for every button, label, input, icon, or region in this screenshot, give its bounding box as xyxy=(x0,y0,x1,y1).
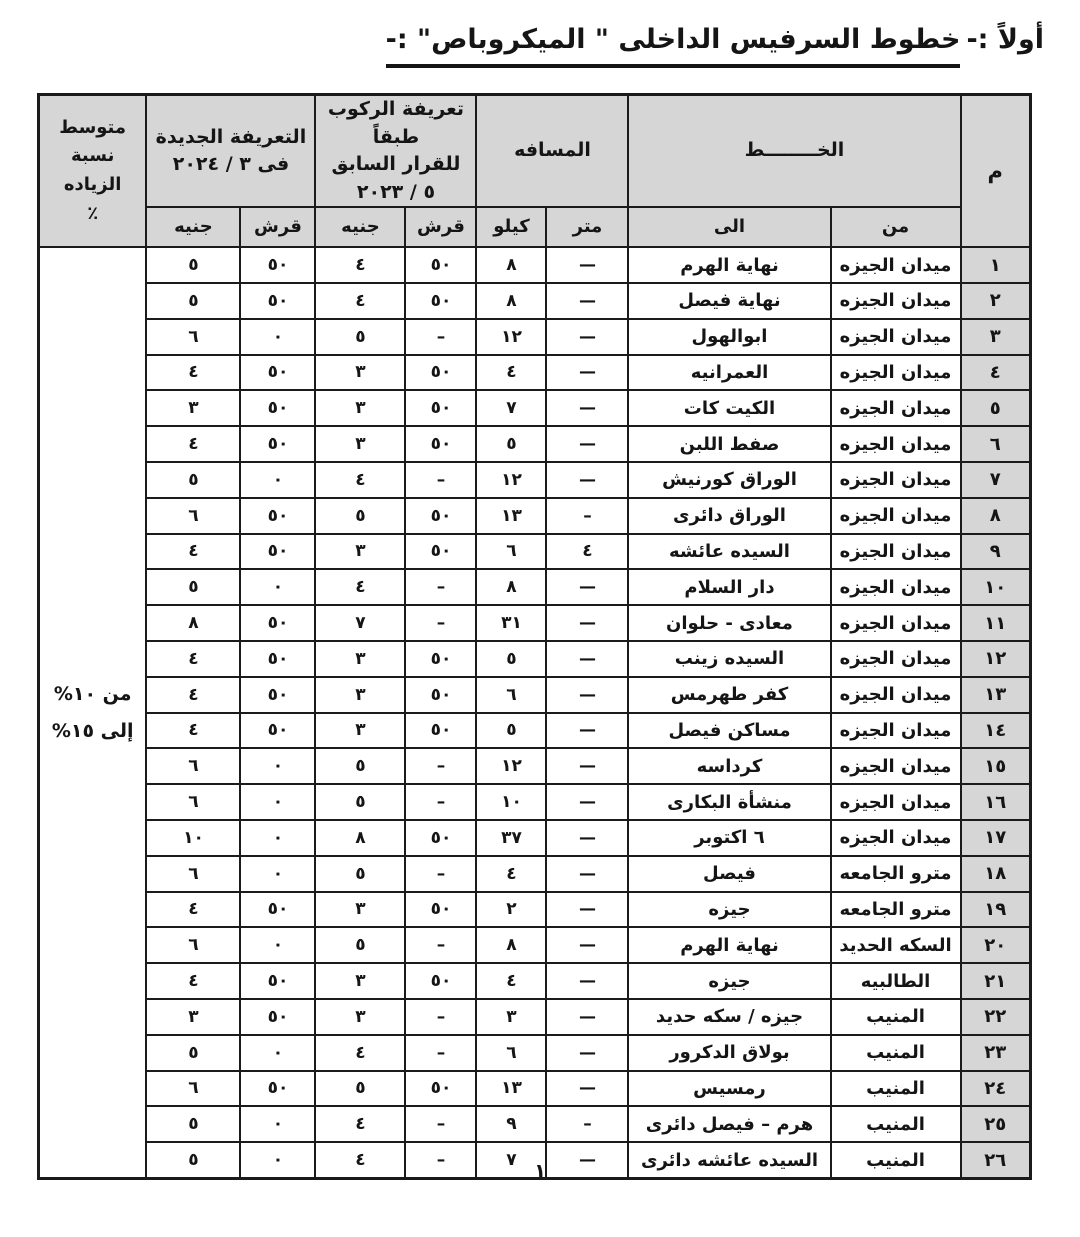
kilo-cell: ٨ xyxy=(476,283,546,319)
meter-cell: — xyxy=(546,999,628,1035)
kilo-cell: ٤ xyxy=(476,963,546,999)
old-fare-pound-cell: ٤ xyxy=(315,462,405,498)
increase-rate-line1: من ١٠% xyxy=(53,683,132,706)
kilo-cell: ٤ xyxy=(476,355,546,391)
table-header-row-2 xyxy=(38,207,1030,247)
new-fare-qirsh-cell: ٥٠ xyxy=(240,677,315,713)
new-fare-pound-cell: ٤ xyxy=(146,426,240,462)
old-fare-qirsh-cell: – xyxy=(405,999,476,1035)
table-row xyxy=(38,963,1030,999)
meter-cell: — xyxy=(546,677,628,713)
row-number-cell: ٩ xyxy=(961,534,1031,570)
table-row xyxy=(38,820,1030,856)
old-fare-pound-cell: ٣ xyxy=(315,534,405,570)
row-number-cell: ٢٢ xyxy=(961,999,1031,1035)
new-fare-qirsh-cell: ٠ xyxy=(240,319,315,355)
new-fare-pound-cell: ٥ xyxy=(146,462,240,498)
to-cell: مساكن فيصل xyxy=(628,713,830,749)
kilo-cell: ٨ xyxy=(476,247,546,283)
new-fare-qirsh-cell: ٠ xyxy=(240,856,315,892)
meter-cell: — xyxy=(546,713,628,749)
increase-header-line1: متوسط xyxy=(59,116,127,138)
table-row xyxy=(38,534,1030,570)
row-number-cell: ٢٣ xyxy=(961,1035,1031,1071)
new-fare-pound-cell: ٤ xyxy=(146,534,240,570)
table-row xyxy=(38,390,1030,426)
old-fare-pound-cell: ٥ xyxy=(315,748,405,784)
old-fare-qirsh-cell: – xyxy=(405,748,476,784)
meter-cell: — xyxy=(546,283,628,319)
old-fare-pound-cell: ٤ xyxy=(315,1035,405,1071)
kilo-cell: ١٠ xyxy=(476,784,546,820)
from-cell: ميدان الجيزه xyxy=(831,748,961,784)
to-cell: الكيت كات xyxy=(628,390,830,426)
row-number-cell: ١٦ xyxy=(961,784,1031,820)
col-header-to: الى xyxy=(628,207,830,247)
new-fare-pound-cell: ٤ xyxy=(146,677,240,713)
new-fare-pound-cell: ٦ xyxy=(146,1071,240,1107)
to-cell: جيزه xyxy=(628,892,830,928)
new-fare-qirsh-cell: ٥٠ xyxy=(240,247,315,283)
meter-cell: — xyxy=(546,1035,628,1071)
new-fare-qirsh-cell: ٥٠ xyxy=(240,534,315,570)
new-fare-qirsh-cell: ٥٠ xyxy=(240,713,315,749)
table-row xyxy=(38,641,1030,677)
row-number-cell: ١٥ xyxy=(961,748,1031,784)
to-cell: دار السلام xyxy=(628,569,830,605)
new-fare-qirsh-cell: ٥٠ xyxy=(240,283,315,319)
from-cell: ميدان الجيزه xyxy=(831,498,961,534)
table-row xyxy=(38,283,1030,319)
col-header-new-tariff xyxy=(146,95,315,208)
new-fare-qirsh-cell: ٥٠ xyxy=(240,892,315,928)
meter-cell: — xyxy=(546,355,628,391)
old-fare-qirsh-cell: – xyxy=(405,462,476,498)
new-tariff-line2: فى ٣ / ٢٠٢٤ xyxy=(172,153,290,176)
col-header-new-geneih: جنيه xyxy=(146,207,240,247)
kilo-cell: ٦ xyxy=(476,1035,546,1071)
old-fare-qirsh-cell: ٥٠ xyxy=(405,355,476,391)
new-fare-pound-cell: ١٠ xyxy=(146,820,240,856)
to-cell: السيده زينب xyxy=(628,641,830,677)
old-fare-pound-cell: ٤ xyxy=(315,1106,405,1142)
new-fare-qirsh-cell: ٥٠ xyxy=(240,355,315,391)
old-fare-pound-cell: ٥ xyxy=(315,927,405,963)
old-fare-pound-cell: ٤ xyxy=(315,283,405,319)
old-fare-qirsh-cell: – xyxy=(405,1035,476,1071)
old-fare-pound-cell: ٤ xyxy=(315,569,405,605)
from-cell: ميدان الجيزه xyxy=(831,677,961,713)
row-number-cell: ١١ xyxy=(961,605,1031,641)
old-fare-qirsh-cell: – xyxy=(405,605,476,641)
old-fare-pound-cell: ٥ xyxy=(315,498,405,534)
increase-header-line3: ٪ xyxy=(87,202,99,224)
table-row xyxy=(38,784,1030,820)
old-tariff-line1: تعريفة الركوب طبقاً xyxy=(327,98,465,148)
kilo-cell: ٣٧ xyxy=(476,820,546,856)
old-fare-qirsh-cell: ٥٠ xyxy=(405,892,476,928)
col-header-line: الخــــــــط xyxy=(628,95,960,208)
meter-cell: — xyxy=(546,605,628,641)
meter-cell: — xyxy=(546,856,628,892)
kilo-cell: ١٣ xyxy=(476,1071,546,1107)
to-cell: ابوالهول xyxy=(628,319,830,355)
kilo-cell: ٢ xyxy=(476,892,546,928)
new-fare-pound-cell: ٦ xyxy=(146,856,240,892)
meter-cell: — xyxy=(546,963,628,999)
from-cell: مترو الجامعه xyxy=(831,892,961,928)
old-fare-pound-cell: ٥ xyxy=(315,319,405,355)
old-fare-qirsh-cell: ٥٠ xyxy=(405,283,476,319)
col-header-from: من xyxy=(831,207,961,247)
new-fare-pound-cell: ٦ xyxy=(146,748,240,784)
from-cell: ميدان الجيزه xyxy=(831,641,961,677)
increase-rate-cell xyxy=(38,247,146,1178)
table-row xyxy=(38,892,1030,928)
row-number-cell: ١٣ xyxy=(961,677,1031,713)
new-fare-pound-cell: ٤ xyxy=(146,892,240,928)
to-cell: العمرانيه xyxy=(628,355,830,391)
old-fare-pound-cell: ٧ xyxy=(315,605,405,641)
to-cell: الوراق كورنيش xyxy=(628,462,830,498)
kilo-cell: ١٣ xyxy=(476,498,546,534)
row-number-cell: ٥ xyxy=(961,390,1031,426)
from-cell: ميدان الجيزه xyxy=(831,605,961,641)
col-header-increase-rate xyxy=(38,95,146,248)
new-fare-qirsh-cell: ٥٠ xyxy=(240,641,315,677)
from-cell: ميدان الجيزه xyxy=(831,462,961,498)
old-fare-pound-cell: ٣ xyxy=(315,999,405,1035)
from-cell: ميدان الجيزه xyxy=(831,355,961,391)
kilo-cell: ٩ xyxy=(476,1106,546,1142)
old-fare-qirsh-cell: ٥٠ xyxy=(405,1071,476,1107)
old-fare-pound-cell: ٥ xyxy=(315,784,405,820)
table-row xyxy=(38,748,1030,784)
col-header-old-qirsh: قرش xyxy=(405,207,476,247)
from-cell: ميدان الجيزه xyxy=(831,426,961,462)
kilo-cell: ١٢ xyxy=(476,462,546,498)
kilo-cell: ٧ xyxy=(476,1142,546,1178)
new-fare-pound-cell: ٥ xyxy=(146,1035,240,1071)
to-cell: نهاية الهرم xyxy=(628,247,830,283)
old-tariff-line2: للقرار السابق xyxy=(331,153,461,176)
new-fare-pound-cell: ٣ xyxy=(146,999,240,1035)
from-cell: الطالبيه xyxy=(831,963,961,999)
row-number-cell: ١٠ xyxy=(961,569,1031,605)
table-row xyxy=(38,462,1030,498)
new-fare-qirsh-cell: ٥٠ xyxy=(240,963,315,999)
old-fare-pound-cell: ٣ xyxy=(315,677,405,713)
kilo-cell: ٦ xyxy=(476,677,546,713)
to-cell: السيده عائشه دائرى xyxy=(628,1142,830,1178)
old-fare-qirsh-cell: – xyxy=(405,1106,476,1142)
to-cell: ٦ اكتوبر xyxy=(628,820,830,856)
from-cell: ميدان الجيزه xyxy=(831,534,961,570)
from-cell: مترو الجامعه xyxy=(831,856,961,892)
table-row xyxy=(38,319,1030,355)
to-cell: نهاية فيصل xyxy=(628,283,830,319)
old-fare-pound-cell: ٣ xyxy=(315,390,405,426)
new-fare-qirsh-cell: ٠ xyxy=(240,1035,315,1071)
col-header-old-geneih: جنيه xyxy=(315,207,405,247)
to-cell: فيصل xyxy=(628,856,830,892)
increase-header-line2: نسبة الزياده xyxy=(63,145,122,196)
new-fare-pound-cell: ٦ xyxy=(146,784,240,820)
from-cell: المنيب xyxy=(831,999,961,1035)
old-fare-qirsh-cell: – xyxy=(405,784,476,820)
new-fare-qirsh-cell: ٠ xyxy=(240,1142,315,1178)
table-row xyxy=(38,355,1030,391)
meter-cell: — xyxy=(546,1071,628,1107)
row-number-cell: ١٢ xyxy=(961,641,1031,677)
kilo-cell: ١٢ xyxy=(476,319,546,355)
table-row xyxy=(38,498,1030,534)
to-cell: جيزه / سكه حديد xyxy=(628,999,830,1035)
old-fare-qirsh-cell: ٥٠ xyxy=(405,713,476,749)
old-fare-pound-cell: ٥ xyxy=(315,856,405,892)
table-row xyxy=(38,426,1030,462)
title-main: خطوط السرفيس الداخلى " الميكروباص" :- xyxy=(386,24,961,68)
table-header-row-1 xyxy=(38,95,1030,208)
row-number-cell: ٢ xyxy=(961,283,1031,319)
new-fare-qirsh-cell: ٥٠ xyxy=(240,390,315,426)
new-fare-pound-cell: ٦ xyxy=(146,319,240,355)
title-prefix: أولاً :- xyxy=(966,24,1044,55)
new-tariff-line1: التعريفة الجديدة xyxy=(155,125,307,148)
table-row xyxy=(38,1106,1030,1142)
fare-table xyxy=(37,93,1032,1180)
to-cell: السيده عائشه xyxy=(628,534,830,570)
new-fare-qirsh-cell: ٠ xyxy=(240,569,315,605)
table-row xyxy=(38,999,1030,1035)
meter-cell: — xyxy=(546,892,628,928)
new-fare-qirsh-cell: ٠ xyxy=(240,1106,315,1142)
kilo-cell: ٣١ xyxy=(476,605,546,641)
row-number-cell: ٢١ xyxy=(961,963,1031,999)
meter-cell: — xyxy=(546,462,628,498)
col-header-old-tariff xyxy=(315,95,476,208)
table-row xyxy=(38,605,1030,641)
row-number-cell: ١٩ xyxy=(961,892,1031,928)
table-row xyxy=(38,1035,1030,1071)
row-number-cell: ٦ xyxy=(961,426,1031,462)
old-fare-pound-cell: ٣ xyxy=(315,963,405,999)
old-fare-qirsh-cell: – xyxy=(405,1142,476,1178)
from-cell: ميدان الجيزه xyxy=(831,569,961,605)
table-row xyxy=(38,856,1030,892)
row-number-cell: ٢٦ xyxy=(961,1142,1031,1178)
meter-cell: — xyxy=(546,390,628,426)
old-fare-qirsh-cell: ٥٠ xyxy=(405,641,476,677)
to-cell: الوراق دائرى xyxy=(628,498,830,534)
row-number-cell: ٢٠ xyxy=(961,927,1031,963)
from-cell: السكه الحديد xyxy=(831,927,961,963)
meter-cell: ٤ xyxy=(546,534,628,570)
meter-cell: — xyxy=(546,247,628,283)
meter-cell: — xyxy=(546,1142,628,1178)
to-cell: نهاية الهرم xyxy=(628,927,830,963)
kilo-cell: ٨ xyxy=(476,569,546,605)
row-number-cell: ١٨ xyxy=(961,856,1031,892)
page-title xyxy=(386,24,1044,55)
old-fare-pound-cell: ٣ xyxy=(315,713,405,749)
row-number-cell: ١ xyxy=(961,247,1031,283)
old-fare-pound-cell: ٣ xyxy=(315,355,405,391)
row-number-cell: ٢٤ xyxy=(961,1071,1031,1107)
new-fare-qirsh-cell: ٠ xyxy=(240,927,315,963)
to-cell: معادى - حلوان xyxy=(628,605,830,641)
new-fare-qirsh-cell: ٥٠ xyxy=(240,1071,315,1107)
kilo-cell: ٦ xyxy=(476,534,546,570)
new-fare-pound-cell: ٦ xyxy=(146,498,240,534)
table-row xyxy=(38,1071,1030,1107)
meter-cell: — xyxy=(546,820,628,856)
col-header-kilo: كيلو xyxy=(476,207,546,247)
kilo-cell: ٣ xyxy=(476,999,546,1035)
table-row xyxy=(38,569,1030,605)
col-header-meter: متر xyxy=(546,207,628,247)
col-header-row-number: م xyxy=(961,95,1031,248)
row-number-cell: ٨ xyxy=(961,498,1031,534)
from-cell: ميدان الجيزه xyxy=(831,713,961,749)
old-fare-qirsh-cell: – xyxy=(405,319,476,355)
old-fare-qirsh-cell: ٥٠ xyxy=(405,534,476,570)
old-fare-pound-cell: ٨ xyxy=(315,820,405,856)
from-cell: المنيب xyxy=(831,1071,961,1107)
col-header-new-qirsh: قرش xyxy=(240,207,315,247)
new-fare-pound-cell: ٣ xyxy=(146,390,240,426)
meter-cell: — xyxy=(546,641,628,677)
increase-rate-line2: إلى ١٥% xyxy=(51,719,134,742)
meter-cell: — xyxy=(546,569,628,605)
old-fare-qirsh-cell: ٥٠ xyxy=(405,426,476,462)
old-fare-qirsh-cell: – xyxy=(405,927,476,963)
new-fare-pound-cell: ٤ xyxy=(146,355,240,391)
to-cell: صفط اللبن xyxy=(628,426,830,462)
meter-cell: — xyxy=(546,784,628,820)
row-number-cell: ٣ xyxy=(961,319,1031,355)
new-fare-pound-cell: ٤ xyxy=(146,963,240,999)
old-fare-qirsh-cell: ٥٠ xyxy=(405,677,476,713)
to-cell: رمسيس xyxy=(628,1071,830,1107)
to-cell: بولاق الدكرور xyxy=(628,1035,830,1071)
to-cell: جيزه xyxy=(628,963,830,999)
old-fare-pound-cell: ٤ xyxy=(315,1142,405,1178)
meter-cell: – xyxy=(546,1106,628,1142)
row-number-cell: ٤ xyxy=(961,355,1031,391)
kilo-cell: ١٢ xyxy=(476,748,546,784)
kilo-cell: ٥ xyxy=(476,426,546,462)
meter-cell: – xyxy=(546,498,628,534)
new-fare-pound-cell: ٤ xyxy=(146,641,240,677)
kilo-cell: ٥ xyxy=(476,641,546,677)
old-fare-qirsh-cell: ٥٠ xyxy=(405,247,476,283)
row-number-cell: ٢٥ xyxy=(961,1106,1031,1142)
new-fare-qirsh-cell: ٠ xyxy=(240,784,315,820)
page-number: ١ xyxy=(534,1160,546,1182)
kilo-cell: ٨ xyxy=(476,927,546,963)
from-cell: ميدان الجيزه xyxy=(831,820,961,856)
old-tariff-line3: ٥ / ٢٠٢٣ xyxy=(356,180,436,203)
new-fare-pound-cell: ٥ xyxy=(146,1106,240,1142)
old-fare-qirsh-cell: ٥٠ xyxy=(405,963,476,999)
old-fare-pound-cell: ٣ xyxy=(315,641,405,677)
from-cell: ميدان الجيزه xyxy=(831,390,961,426)
to-cell: هرم – فيصل دائرى xyxy=(628,1106,830,1142)
new-fare-qirsh-cell: ٥٠ xyxy=(240,999,315,1035)
new-fare-pound-cell: ٤ xyxy=(146,713,240,749)
from-cell: ميدان الجيزه xyxy=(831,784,961,820)
new-fare-pound-cell: ٥ xyxy=(146,1142,240,1178)
new-fare-pound-cell: ٥ xyxy=(146,247,240,283)
new-fare-pound-cell: ٥ xyxy=(146,283,240,319)
table-row xyxy=(38,713,1030,749)
new-fare-qirsh-cell: ٠ xyxy=(240,820,315,856)
kilo-cell: ٧ xyxy=(476,390,546,426)
new-fare-pound-cell: ٥ xyxy=(146,569,240,605)
row-number-cell: ١٤ xyxy=(961,713,1031,749)
from-cell: ميدان الجيزه xyxy=(831,319,961,355)
col-header-distance: المسافه xyxy=(476,95,628,208)
old-fare-qirsh-cell: – xyxy=(405,856,476,892)
from-cell: ميدان الجيزه xyxy=(831,283,961,319)
old-fare-qirsh-cell: ٥٠ xyxy=(405,390,476,426)
row-number-cell: ٧ xyxy=(961,462,1031,498)
from-cell: المنيب xyxy=(831,1142,961,1178)
meter-cell: — xyxy=(546,748,628,784)
new-fare-pound-cell: ٦ xyxy=(146,927,240,963)
to-cell: كرداسه xyxy=(628,748,830,784)
old-fare-pound-cell: ٤ xyxy=(315,247,405,283)
from-cell: ميدان الجيزه xyxy=(831,247,961,283)
old-fare-qirsh-cell: ٥٠ xyxy=(405,498,476,534)
table-row xyxy=(38,677,1030,713)
old-fare-pound-cell: ٣ xyxy=(315,426,405,462)
from-cell: المنيب xyxy=(831,1106,961,1142)
meter-cell: — xyxy=(546,319,628,355)
new-fare-qirsh-cell: ٠ xyxy=(240,462,315,498)
to-cell: كفر طهرمس xyxy=(628,677,830,713)
meter-cell: — xyxy=(546,927,628,963)
new-fare-pound-cell: ٨ xyxy=(146,605,240,641)
table-row xyxy=(38,247,1030,283)
new-fare-qirsh-cell: ٥٠ xyxy=(240,498,315,534)
old-fare-qirsh-cell: – xyxy=(405,569,476,605)
from-cell: المنيب xyxy=(831,1035,961,1071)
old-fare-qirsh-cell: ٥٠ xyxy=(405,820,476,856)
kilo-cell: ٤ xyxy=(476,856,546,892)
new-fare-qirsh-cell: ٠ xyxy=(240,748,315,784)
old-fare-pound-cell: ٣ xyxy=(315,892,405,928)
to-cell: منشأة البكارى xyxy=(628,784,830,820)
new-fare-qirsh-cell: ٥٠ xyxy=(240,426,315,462)
kilo-cell: ٥ xyxy=(476,713,546,749)
row-number-cell: ١٧ xyxy=(961,820,1031,856)
old-fare-pound-cell: ٥ xyxy=(315,1071,405,1107)
table-row xyxy=(38,927,1030,963)
new-fare-qirsh-cell: ٥٠ xyxy=(240,605,315,641)
meter-cell: — xyxy=(546,426,628,462)
